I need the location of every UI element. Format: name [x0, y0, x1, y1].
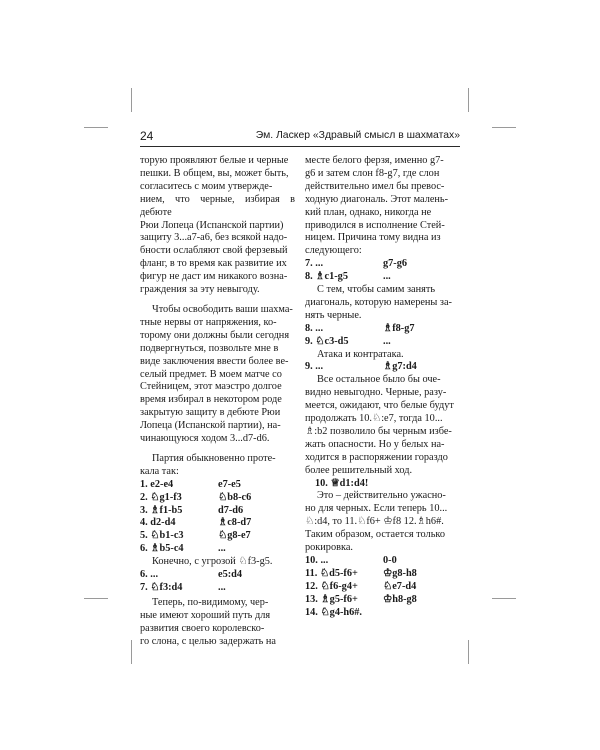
text-line: нять черные. — [305, 309, 362, 321]
white-move: 5. ♘b1-c3 — [140, 530, 184, 542]
black-move: ... — [383, 271, 391, 283]
text-line: время избирал в некотором роде — [140, 394, 282, 406]
left-column — [140, 155, 295, 648]
paragraph-game-intro — [140, 453, 295, 479]
move-row — [305, 361, 460, 374]
text-line: Таким образом, остается только — [305, 529, 446, 541]
text-line: Стейницем, этот маэстро долгое — [140, 381, 282, 393]
text-line: фигур не даст им никакого возна- — [140, 271, 288, 283]
text-line: тные нервы от напряжения, ко- — [140, 316, 277, 328]
paragraph-steinitz — [140, 304, 295, 446]
text-line: Теперь, по-видимому, чер- — [152, 596, 269, 608]
paragraph-queen — [305, 155, 460, 258]
page-header — [140, 128, 460, 144]
crop-mark — [131, 640, 132, 664]
black-move: ♘b8-c6 — [218, 491, 252, 503]
move-row — [305, 568, 460, 581]
crop-mark — [84, 127, 108, 128]
text-line: Рюи Лопеца (Испанской партии) — [140, 219, 284, 231]
move-row — [305, 478, 460, 491]
white-move: 14. ♘g4-h6#. — [305, 606, 362, 618]
move-row — [305, 581, 460, 594]
text-line: следующего: — [305, 245, 362, 257]
crop-mark — [492, 127, 516, 128]
black-move: ... — [218, 581, 226, 593]
move-row — [305, 555, 460, 568]
move-list — [305, 555, 460, 619]
text-line: подвергнуться, позвольте мне в — [140, 342, 279, 354]
text-line: действительно имел бы превос- — [305, 180, 445, 192]
white-move: 7. ... — [305, 258, 324, 270]
move-row — [140, 505, 295, 518]
black-move: ♗c8-d7 — [218, 517, 252, 529]
white-move: 6. ♗b5-c4 — [140, 543, 184, 555]
black-move: g7-g6 — [383, 258, 408, 270]
text-line: более решительный ход. — [305, 464, 413, 476]
move-row — [140, 492, 295, 505]
crop-mark — [84, 598, 108, 599]
text-line: но для черных. Если теперь 10... — [305, 503, 448, 515]
black-move: e5:d4 — [218, 569, 243, 580]
move-row — [140, 543, 295, 556]
text-line: нием, что черные, избирая в дебюте — [140, 193, 295, 218]
text-line: ницем. Причина тому видна из — [305, 232, 441, 244]
text-line: закрытую защиту в дебюте Рюи — [140, 407, 281, 419]
text-line: го слона, с целью задержать на — [140, 635, 276, 647]
text-line: виде заключения ввести более ве- — [140, 355, 289, 367]
text-line: чинающуюся ходом 3...d7-d6. — [140, 433, 270, 445]
move-list — [305, 323, 460, 349]
text-line: месте белого ферзя, именно g7- — [305, 155, 444, 166]
text-line: ♘:d4, то 11.♘f6+ ♔f8 12.♗h6#. — [305, 516, 444, 528]
move-list — [305, 361, 460, 374]
paragraph-threat: Конечно, с угрозой ♘f3-g5. — [152, 556, 273, 568]
text-line: ные имеют хороший путь для — [140, 609, 271, 621]
crop-mark — [468, 88, 469, 112]
text-line: видно невыгодно. Черные, разу- — [305, 387, 447, 399]
text-line: торую проявляют белые и черные — [140, 155, 289, 166]
move-row — [305, 258, 460, 271]
text-line: g6 и затем слон f8-g7, где слон — [305, 167, 440, 179]
text-line: рокировка. — [305, 542, 353, 554]
crop-mark — [468, 640, 469, 664]
text-line: развития своего королевско- — [140, 622, 265, 634]
text-line: фланг, в то время как развитие их — [140, 258, 287, 270]
text-line: ходную диагональ. Этот малень- — [305, 193, 449, 205]
running-title: Эм. Ласкер «Здравый смысл в шахматах» — [255, 130, 460, 141]
move-row — [140, 517, 295, 530]
white-move: 3. ♗f1-b5 — [140, 504, 183, 516]
black-move: ♘g8-e7 — [218, 530, 251, 542]
text-line: С тем, чтобы самим занять — [317, 284, 436, 296]
text-line: приводился в исполнение Стей- — [305, 219, 445, 231]
black-move: ... — [218, 543, 226, 555]
crop-mark — [492, 598, 516, 599]
black-move: ... — [383, 335, 391, 347]
move-list — [140, 569, 295, 595]
text-line: Чтобы освободить ваши шахма- — [152, 303, 293, 315]
white-move: 8. ♗c1-g5 — [305, 271, 348, 283]
page-number: 24 — [140, 129, 154, 143]
text-line: Все остальное было бы оче- — [317, 374, 441, 386]
text-line: кий план, однако, никогда не — [305, 206, 432, 218]
black-move: e7-e5 — [218, 478, 241, 490]
paragraph-alternatives — [305, 374, 460, 477]
text-line: защиту 3...a7-a6, без всякой надо- — [140, 232, 288, 244]
text-line: меется, ожидают, что белые будут — [305, 400, 454, 412]
black-move: 0-0 — [383, 555, 397, 566]
text-line: ходится в распоряжении гораздо — [305, 451, 448, 463]
white-move: 9. ... — [305, 361, 324, 373]
move-list — [140, 479, 295, 556]
right-column — [305, 155, 460, 619]
paragraph-diagonal — [305, 284, 460, 323]
black-move: ♗f8-g7 — [383, 322, 415, 334]
crop-mark — [131, 88, 132, 112]
white-move: 10. ♕d1:d4! — [315, 477, 369, 489]
text-line: торому они должны были сегодня — [140, 329, 290, 341]
text-line: жать опасности. Но у белых на- — [305, 438, 445, 450]
move-row — [140, 530, 295, 543]
move-row — [140, 479, 295, 492]
white-move: 12. ♘f6-g4+ — [305, 580, 358, 592]
text-line: диагональ, которую намерены за- — [305, 296, 452, 308]
text-line: Лопеца (Испанской партии), на- — [140, 420, 281, 432]
move-row — [305, 323, 460, 336]
white-move: 13. ♗g5-f6+ — [305, 593, 358, 605]
move-row — [305, 271, 460, 284]
text-line: ♗:b2 позволило бы черным избе- — [305, 425, 452, 437]
white-move: 4. d2-d4 — [140, 517, 176, 529]
white-move: 6. ... — [140, 569, 159, 580]
text-line: селый предмет. В моем матче со — [140, 368, 282, 380]
white-move: 10. ... — [305, 555, 329, 566]
move-row — [305, 594, 460, 607]
black-move: ♔h8-g8 — [383, 593, 417, 605]
text-line: Это – действительно ужасно- — [317, 490, 446, 502]
text-line: пешки. В общем, вы, может быть, — [140, 167, 289, 179]
black-move: ♘e7-d4 — [383, 580, 417, 592]
text-line: кала так: — [140, 465, 179, 477]
paragraph-intro — [140, 155, 295, 297]
black-move: ♔g8-h8 — [383, 567, 417, 579]
header-rule — [140, 146, 460, 147]
paragraph-bishop-plan — [140, 597, 295, 649]
text-line: Партия обыкновенно проте- — [152, 452, 276, 464]
white-move: 9. ♘c3-d5 — [305, 335, 349, 347]
paragraph-terrible — [305, 490, 460, 555]
move-row — [305, 607, 460, 620]
move-row — [305, 336, 460, 349]
move-list — [305, 258, 460, 284]
white-move: 1. e2-e4 — [140, 478, 174, 490]
move-row — [140, 569, 295, 582]
text-line: граждения за эту невыгоду. — [140, 284, 260, 296]
black-move: ♗g7:d4 — [383, 361, 417, 373]
text-line: бности ослабляют свой ферзевый — [140, 245, 288, 257]
white-move: 2. ♘g1-f3 — [140, 491, 182, 503]
text-line: согласитесь с моим утвержде- — [140, 180, 273, 192]
paragraph-attack: Атака и контратака. — [317, 348, 404, 360]
white-move: 8. ... — [305, 322, 324, 334]
white-move: 11. ♘d5-f6+ — [305, 567, 358, 579]
white-move: 7. ♘f3:d4 — [140, 581, 183, 593]
text-line: продолжать 10.♘:e7, тогда 10... — [305, 413, 443, 425]
move-row — [140, 582, 295, 595]
black-move: d7-d6 — [218, 504, 244, 516]
